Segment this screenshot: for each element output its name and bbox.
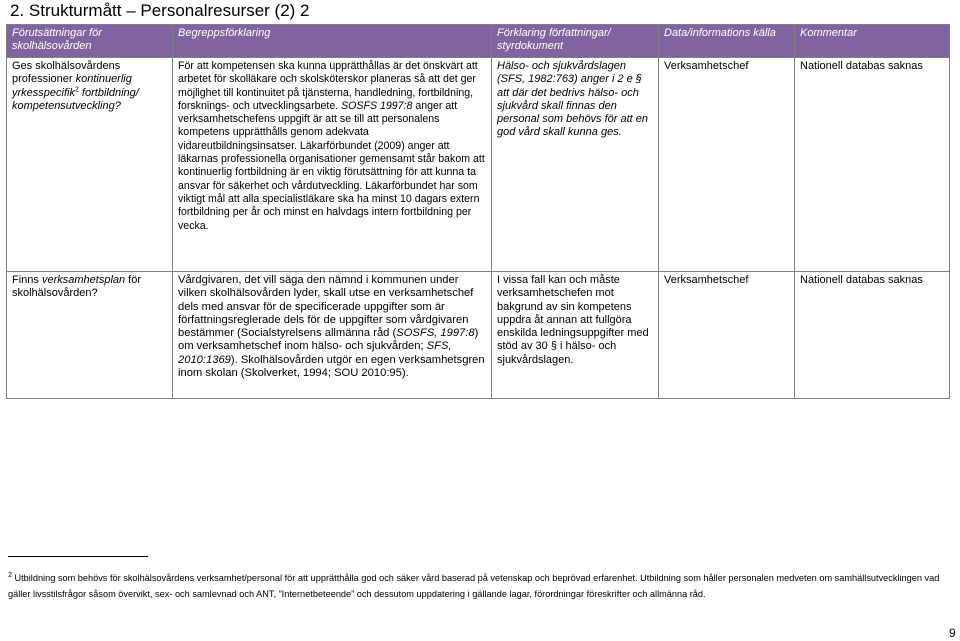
header-regulations: Förklaring författningar/ styrdokument [492,25,659,58]
prerequisite-cell [7,272,173,399]
concept-reference: SOSFS 1997:8 [341,99,413,112]
concept-cell [173,58,492,272]
concept-text: ) om verksamhetschef inom hälso- och sjukvården; [178,327,479,353]
table-header-row [7,25,950,58]
header-source: Data/informations källa [659,25,795,58]
prerequisite-emphasis: verksamhetsplan [41,274,126,286]
footnote-text: Utbildning som behövs för skolhälsovårdens verksamhet/personal för att upprätthålla god och säker vård baserad på vetenskap och beprövad erfarenhet. Utbildning som håller personalen medveten om samhällsutvecklingen vad gäller livsstilsfrågor såsom övervikt, sex- och samlevnad och ANT, ”Internetbeteende” och dessutom uppdatering i gällande lagar, förordningar föreskrifter och allmänna råd. [8,573,940,599]
header-concept: Begreppsförklaring [173,25,492,58]
prerequisite-emphasis: kontinuerlig yrkesspecifik [12,73,132,99]
structure-measure-table [6,24,950,399]
footnote [8,571,948,602]
header-comment: Kommentar [795,25,950,58]
footnote-divider [8,556,148,557]
footnote-marker: 2 [8,571,12,579]
concept-cell [173,272,492,399]
concept-reference: SOSFS, 1997:8 [396,327,475,340]
prerequisite-text: Ges skolhälsovårdens professioner [12,60,121,86]
prerequisite-text: Finns [12,274,42,286]
table-row [7,58,950,272]
footnote-marker: 2 [74,85,79,93]
page-title: 2. Strukturmått – Personalresurser (2) 2 [10,1,310,20]
regulation-cell: I vissa fall kan och måste verksamhetschefen mot bakgrund av sin kompetens uppdra åt annan att fullgöra enskilda ledningsuppgifter med stöd av 30 § i hälso- och sjukvårdslagen. [492,272,659,399]
concept-reference: SFS, 2010:1369 [178,340,452,366]
table-row [7,272,950,399]
source-cell: Verksamhetschef [659,58,795,272]
concept-text: ). Skolhälsovården utgör en egen verksamhetsgren inom skolan (Skolverket, 1994; SOU 2010:95). [178,353,485,380]
source-cell: Verksamhetschef [659,272,795,399]
prerequisite-text: för skolhälsovården? [12,274,142,300]
concept-text: Vårdgivaren, det vill säga den nämnd i kommunen under vilken skolhälsovården lyder, skall utse en verksamhetschef dels med ansvar för de specificerade uppgifter som är författningsreglerade dels för de uppgifter som vårdgivaren bestämmer (Socialstyrelsens allmänna råd ( [178,274,474,340]
comment-cell: Nationell databas saknas [795,272,950,399]
prerequisite-emphasis: fortbildning/ kompetensutveckling? [12,86,139,112]
regulation-cell: Hälso- och sjukvårdslagen (SFS, 1982:763) anger i 2 e § att där det bedrivs hälso- och sjukvård skall finnas den personal som behövs för att en god vård skall kunna ges. [492,58,659,272]
page-number: 9 [949,626,956,640]
prerequisite-cell [7,58,173,272]
comment-cell: Nationell databas saknas [795,58,950,272]
concept-text: anger att verksamhetschefens uppgift är att se till att personalens kompetens upprätthålls genom adekvata vidareutbildningsinsatser. Läkarförbundet (2009) anger att läkarnas professionella organisationer gemensamt står bakom att kontinuerlig fortbildning är en viktig förutsättning för att kunna ta ansvar för säkerhet och vårdutveckling. Läkarförbundet har som viktigt mål att alla specialistläkare ska ha minst 10 dagars extern fortbildning per år och minst en halvdags intern fortbildning per vecka. [178,99,485,232]
concept-text: För att kompetensen ska kunna upprätthållas är det önskvärt att arbetet för skolläkare och skolsköterskor planeras så att det ger möjlighet till kontinuitet på tjänsterna, handledning, fortbildning, forsknings- och utvecklingsarbete. [178,60,478,112]
header-prerequisites: Förutsättningar för skolhälsovården [7,25,173,58]
